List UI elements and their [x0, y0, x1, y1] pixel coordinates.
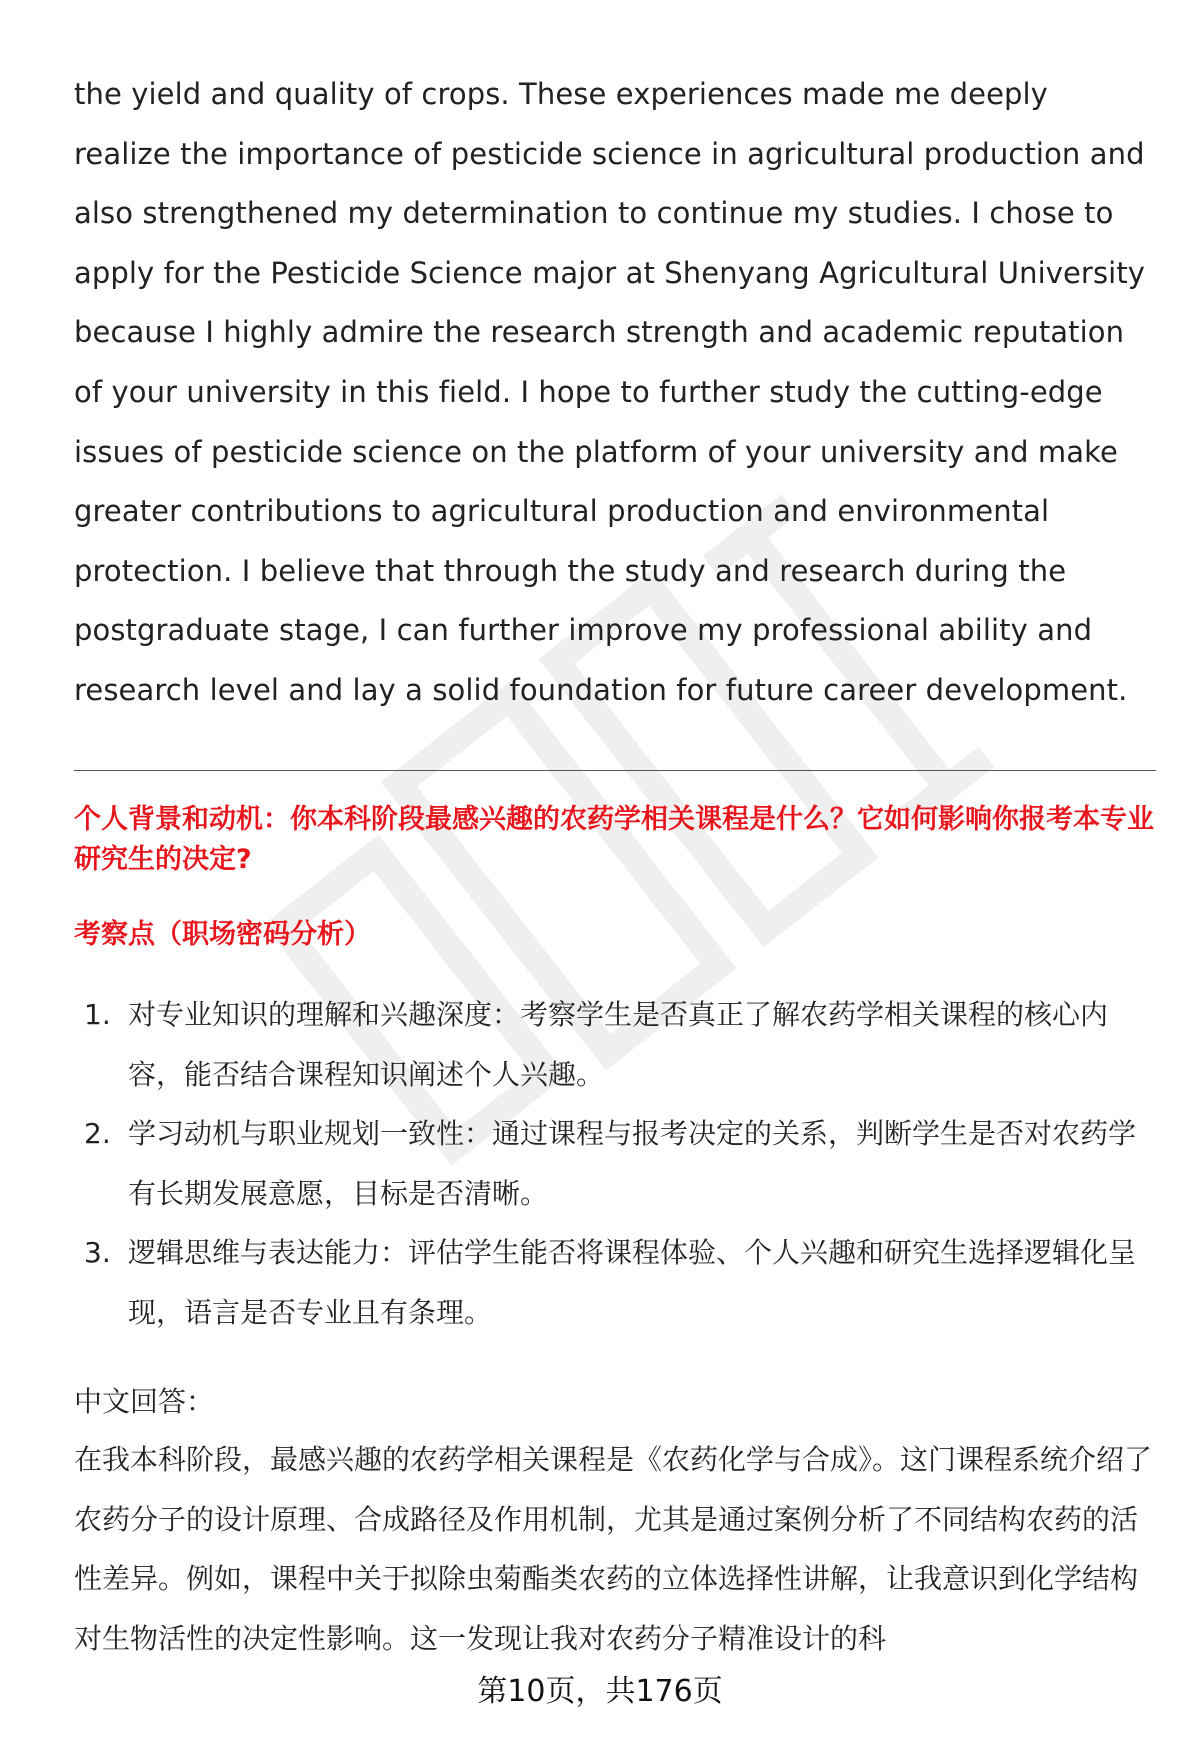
chinese-answer-body: 在我本科阶段，最感兴趣的农药学相关课程是《农药化学与合成》。这门课程系统介绍了农药分子的设计原理、合成路径及作用机制，尤其是通过案例分析了不同结构农药的活性差异。例如，课程中关于拟除虫菊酯类农药的立体选择性讲解，让我意识到化学结构对生物活性的决定性影响。这一发现让我对农药分子精准设计的科 [74, 1443, 1153, 1655]
list-item-number: 3. [84, 1236, 111, 1270]
question-heading: 个人背景和动机：你本科阶段最感兴趣的农药学相关课程是什么？它如何影响你报考本专业研究生的决定? [74, 804, 1154, 875]
list-item [74, 1104, 1159, 1223]
assessment-points [74, 985, 1159, 1343]
list-item-number: 1. [84, 998, 111, 1031]
list-item [74, 985, 1159, 1104]
page-number: 第10页，共176页 [477, 1674, 723, 1709]
list-item-number: 2. [84, 1117, 111, 1151]
english-answer-section [74, 65, 1154, 721]
list-item-text: 学习动机与职业规划一致性：通过课程与报考决定的关系，判断学生是否对农药学有长期发展意愿，目标是否清晰。 [128, 1117, 1137, 1210]
list-item-text: 对专业知识的理解和兴趣深度：考察学生是否真正了解农药学相关课程的核心内容，能否结合课程知识阐述个人兴趣。 [128, 998, 1109, 1091]
chinese-answer-heading: 中文回答： [74, 1385, 215, 1418]
list-item-text: 逻辑思维与表达能力：评估学生能否将课程体验、个人兴趣和研究生选择逻辑化呈现，语言是否专业且有条理。 [128, 1236, 1137, 1329]
section-divider [74, 770, 1156, 771]
english-paragraph: the yield and quality of crops. These experiences made me deeply realize the importance of pesticide science in agricultural production and also strengthened my determination to continue my studies. I chose to apply for the Pesticide Science major at Shenyang Agricultural University because I highly admire the research strength and academic reputation of your university in this field. I hope to further study the cutting-edge issues of pesticide science on the platform of your university and make greater contributions to agricultural production and environmental protection. I believe that through the study and research during the postgraduate stage, I can further improve my professional ability and research level and lay a solid foundation for future career development. [74, 77, 1146, 707]
assessment-heading: 考察点（职场密码分析） [74, 919, 371, 950]
list-item [74, 1223, 1159, 1342]
